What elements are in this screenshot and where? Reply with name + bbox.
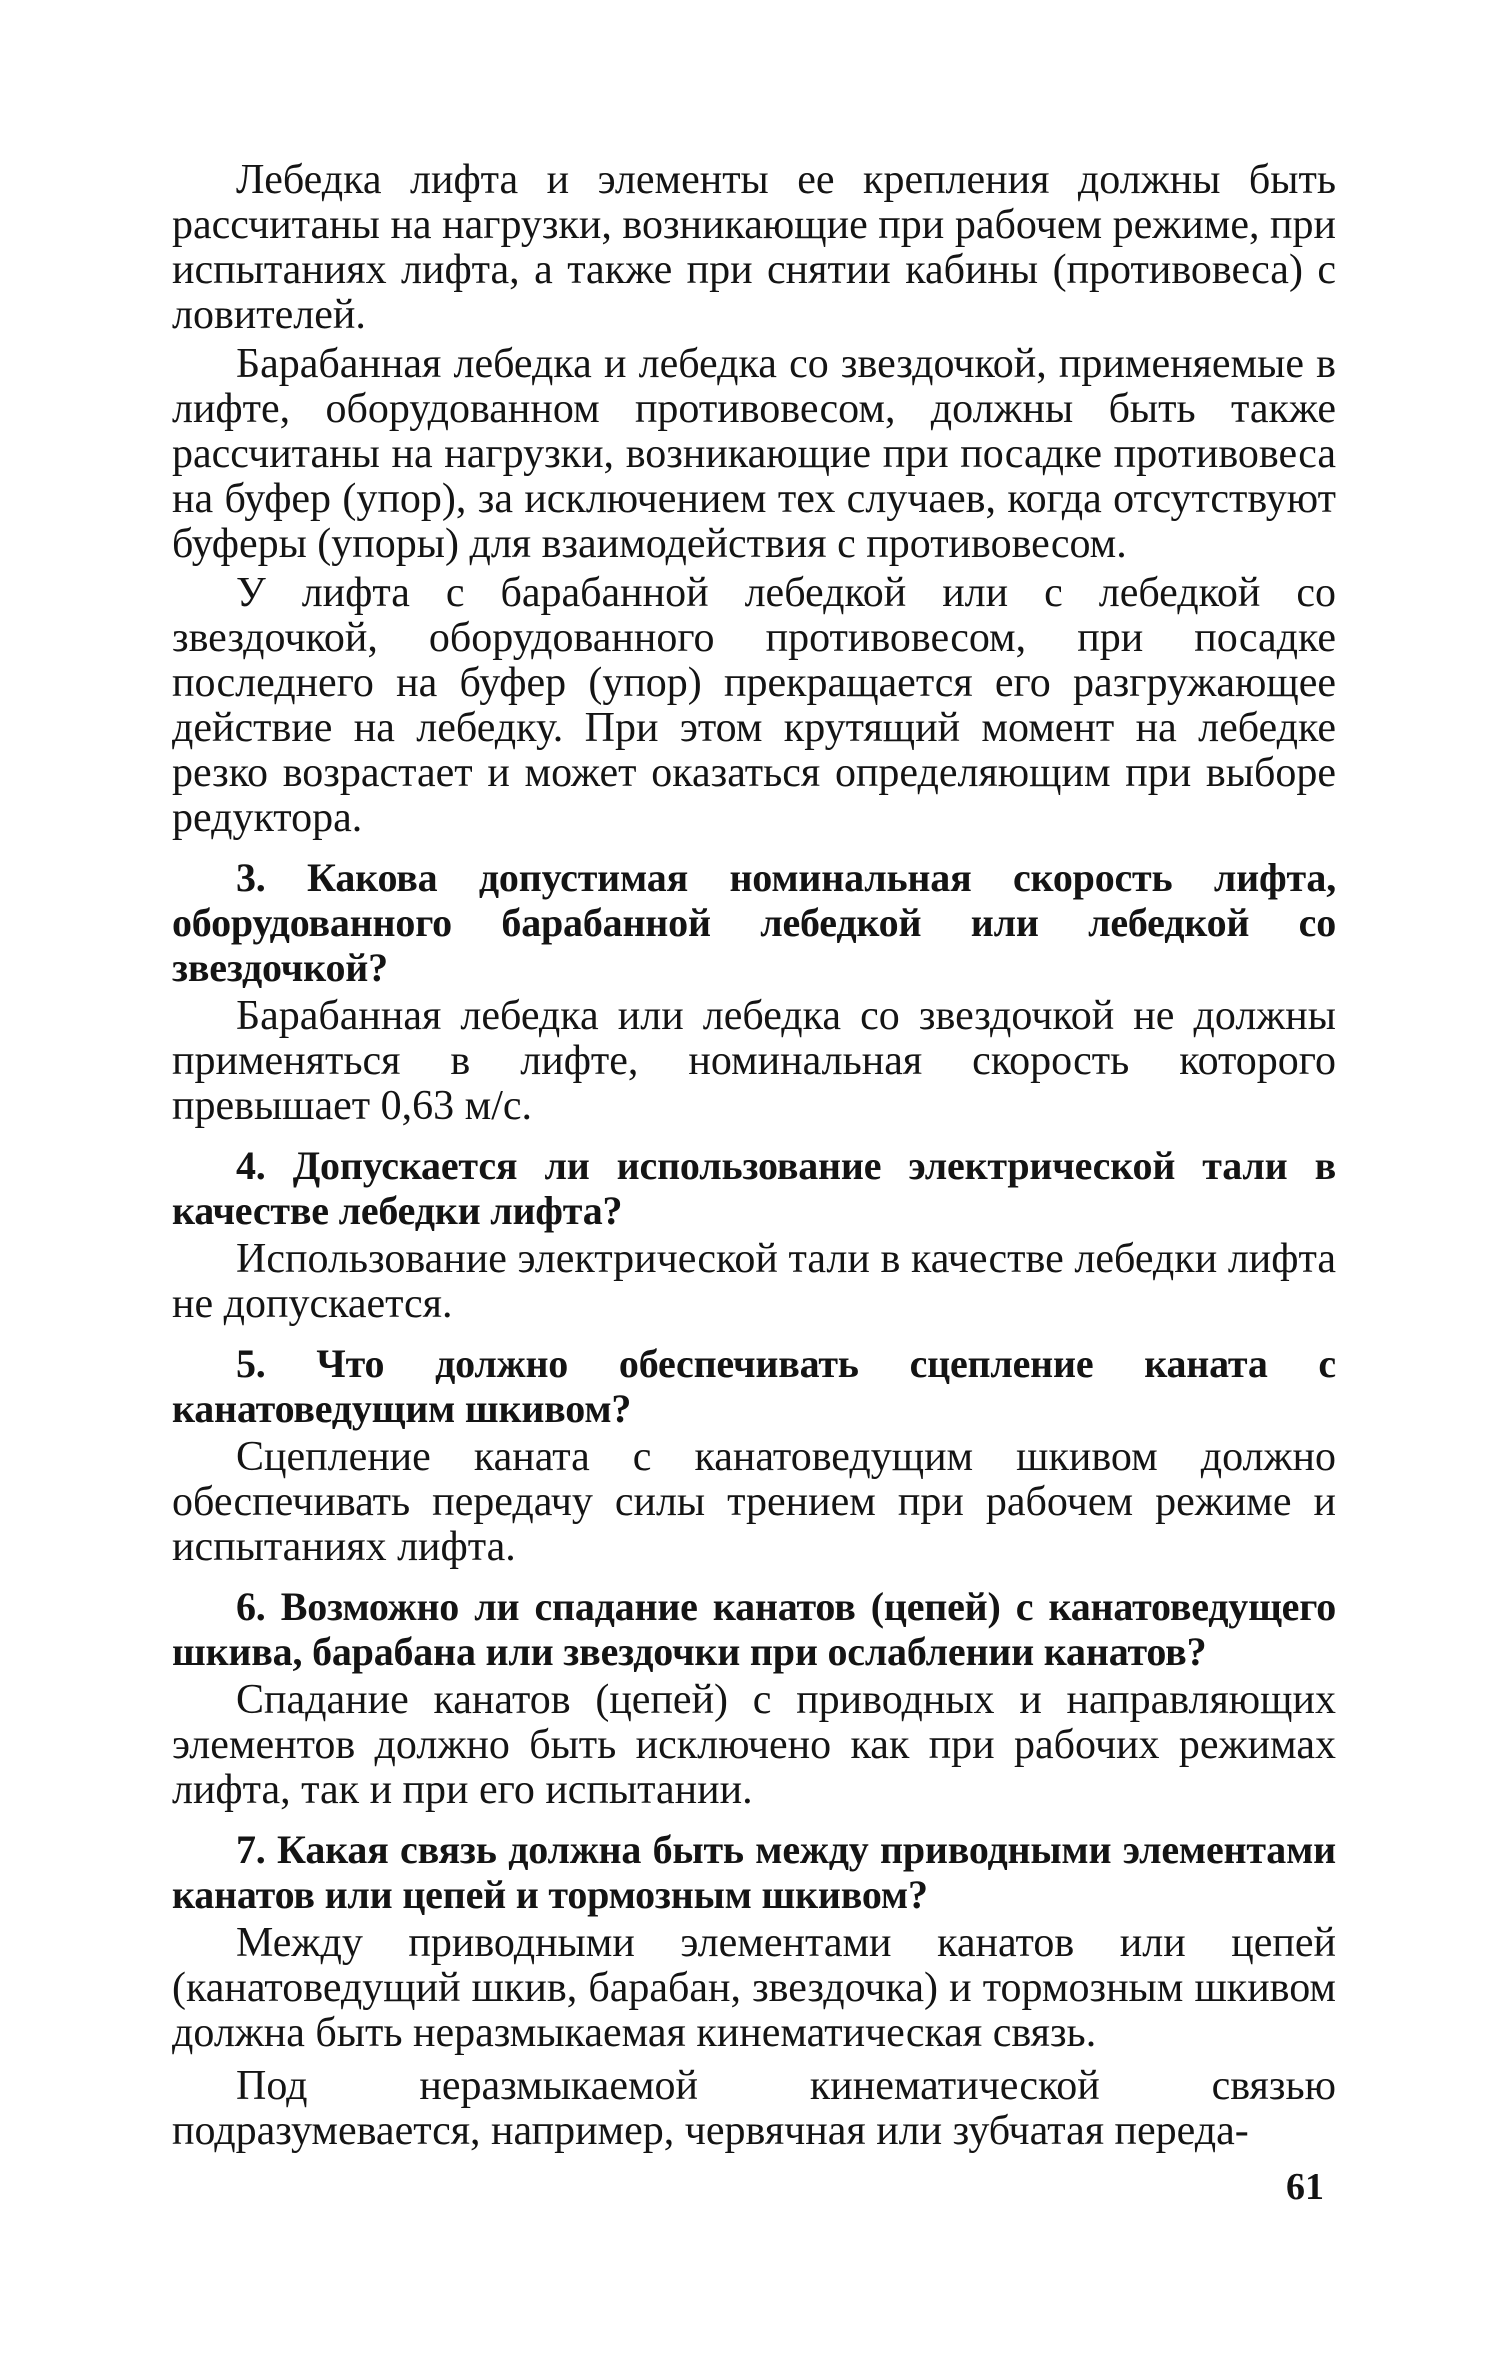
- answer-paragraph: Сцепление каната с канатоведущим шкивом должно обеспечивать передачу силы трением при рабочем режиме и испытаниях лифта.: [172, 1434, 1336, 1570]
- body-paragraph: Лебедка лифта и элементы ее крепления должны быть рассчитаны на нагрузки, возникающие при рабочем режиме, при испытаниях лифта, а также при снятии кабины (противовеса) с ловителей.: [172, 157, 1336, 338]
- question-heading: 3. Какова допустимая номинальная скорость лифта, оборудованного барабанной лебедкой или лебедкой со звездочкой?: [172, 855, 1336, 990]
- answer-paragraph: Барабанная лебедка или лебедка со звездочкой не должны применяться в лифте, номинальная скорость которого превышает 0,63 м/с.: [172, 993, 1336, 1129]
- question-heading: 4. Допускается ли использование электрической тали в качестве лебедки лифта?: [172, 1143, 1336, 1233]
- body-paragraph: Барабанная лебедка и лебедка со звездочкой, применяемые в лифте, оборудованном противовесом, должны быть также рассчитаны на нагрузки, возникающие при посадке противовеса на буфер (упор), за исключением тех случаев, когда отсутствуют буферы (упоры) для взаимодействия с противовесом.: [172, 341, 1336, 567]
- body-paragraph: Под неразмыкаемой кинематической связью подразумевается, например, червячная или зубчатая переда-: [172, 2063, 1336, 2154]
- answer-paragraph: Спадание канатов (цепей) с приводных и направляющих элементов должно быть исключено как при рабочих режимах лифта, так и при его испытании.: [172, 1677, 1336, 1813]
- question-heading: 7. Какая связь должна быть между приводными элементами канатов или цепей и тормозным шкивом?: [172, 1827, 1336, 1917]
- page-body: [172, 158, 1336, 2154]
- question-heading: 5. Что должно обеспечивать сцепление каната с канатоведущим шкивом?: [172, 1341, 1336, 1431]
- answer-paragraph: Использование электрической тали в качестве лебедки лифта не допускается.: [172, 1236, 1336, 1327]
- body-paragraph: У лифта с барабанной лебедкой или с лебедкой со звездочкой, оборудованного противовесом, при посадке последнего на буфер (упор) прекращается его разгружающее действие на лебедку. При этом крутящий момент на лебедке резко возрастает и может оказаться определяющим при выборе редуктора.: [172, 570, 1336, 841]
- answer-paragraph: Между приводными элементами канатов или цепей (канатоведущий шкив, барабан, звездочка) и тормозным шкивом должна быть неразмыкаемая кинематическая связь.: [172, 1920, 1336, 2056]
- question-heading: 6. Возможно ли спадание канатов (цепей) с канатоведущего шкива, барабана или звездочки при ослаблении канатов?: [172, 1584, 1336, 1674]
- page-number: 61: [1286, 2166, 1324, 2208]
